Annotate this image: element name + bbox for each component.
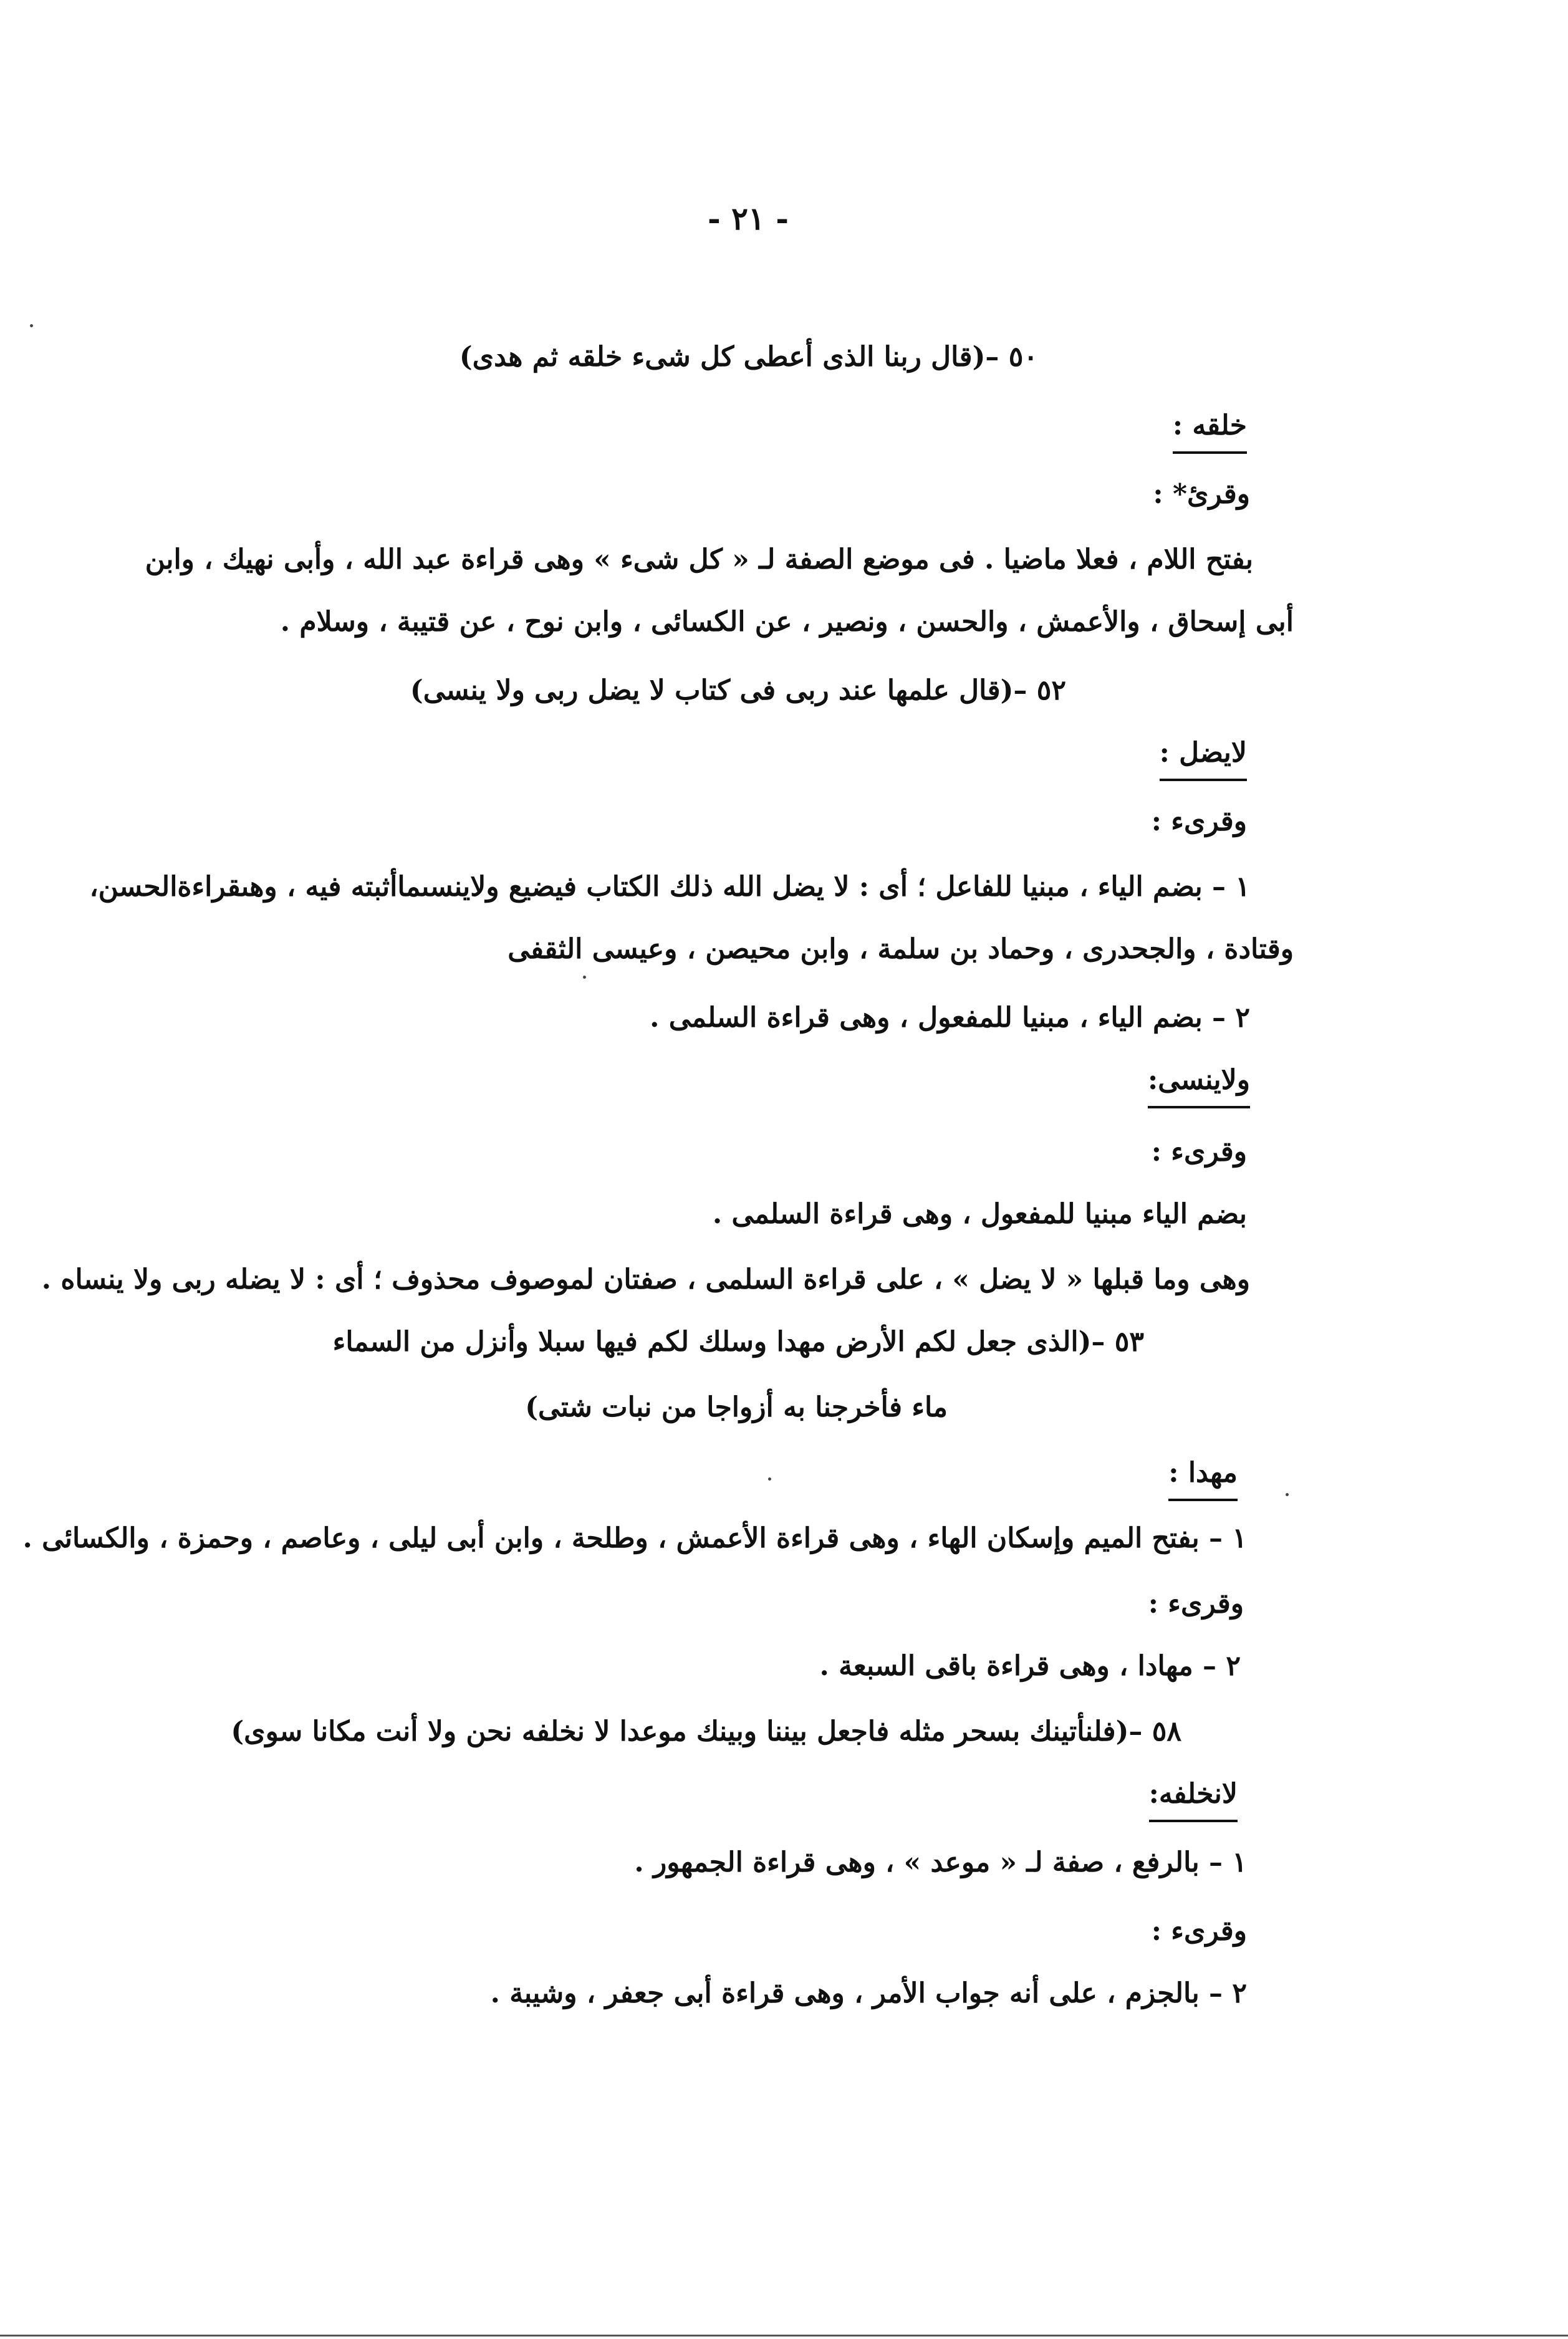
scan-speck	[583, 976, 586, 979]
qurii-label: وقرىء :	[1151, 1136, 1247, 1168]
verse-53-cont: ماء فأخرجنا به أزواجا من نبات شتى)	[525, 1391, 948, 1423]
text-line: أبى إسحاق ، والأعمش ، والحسن ، ونصير ، عن الكسائى ، وابن نوح ، عن قتيبة ، وسلام .	[280, 606, 1294, 638]
scan-speck	[768, 1477, 771, 1481]
qurii-label: وقرئ* :	[1153, 478, 1250, 510]
text-line: ١ – بفتح الميم وإسكان الهاء ، وهى قراءة الأعمش ، وطلحة ، وابن أبى ليلى ، وعاصم ، وحمزة ، والكسائى .	[22, 1522, 1247, 1554]
scan-edge-line	[0, 2335, 1568, 2337]
text-line: ٢ – مهادا ، وهى قراءة باقى السبعة .	[819, 1650, 1241, 1682]
scan-speck	[1286, 1493, 1289, 1496]
text-line: بفتح اللام ، فعلا ماضيا . فى موضع الصفة لـ « كل شىء » وهى قراءة عبد الله ، وأبى نهيك ، وابن	[145, 544, 1253, 575]
term-la-yadill: لايضل :	[1160, 736, 1247, 781]
term-mahdan: مهدا :	[1168, 1456, 1238, 1501]
text-line: ٢ – بالجزم ، على أنه جواب الأمر ، وهى قراءة أبى جعفر ، وشيبة .	[490, 1977, 1247, 2009]
text-line: وقتادة ، والجحدرى ، وحماد بن سلمة ، وابن محيصن ، وعيسى الثقفى	[507, 933, 1294, 965]
page-number: - ٢١ -	[707, 200, 789, 237]
qurii-label: وقرىء :	[1151, 805, 1247, 837]
text-line: وهى وما قبلها « لا يضل » ، على قراءة السلمى ، صفتان لموصوف محذوف ؛ أى : لا يضله ربى ولا ينساه .	[41, 1264, 1250, 1295]
verse-52: ٥٢ –(قال علمها عند ربى فى كتاب لا يضل ربى ولا ينسى)	[410, 675, 1066, 706]
scan-speck	[30, 324, 33, 327]
qurii-label: وقرىء :	[1151, 1915, 1247, 1947]
term-la-nukhlifuhu: لانخلفه:	[1149, 1777, 1238, 1822]
verse-53: ٥٣ –(الذى جعل لكم الأرض مهدا وسلك لكم فيها سبلا وأنزل من السماء	[332, 1326, 1144, 1358]
text-line: ١ – بضم الياء ، مبنيا للفاعل ؛ أى : لا يضل الله ذلك الكتاب فيضيع ولاينسىماأثبته فيه ، وهىقراءةالحسن،	[89, 871, 1250, 903]
term-wa-la-yansa: ولاينسى:	[1148, 1063, 1250, 1108]
text-line: ١ – بالرفع ، صفة لـ « موعد » ، وهى قراءة الجمهور .	[634, 1847, 1247, 1878]
text-line: ٢ – بضم الياء ، مبنيا للمفعول ، وهى قراءة السلمى .	[650, 1002, 1250, 1034]
qurii-label: وقرىء :	[1148, 1588, 1244, 1620]
verse-50: ٥٠ –(قال ربنا الذى أعطى كل شىء خلقه ثم هدى)	[459, 341, 1038, 373]
verse-58: ٥٨ –(فلنأتينك بسحر مثله فاجعل بيننا وبينك موعدا لا نخلفه نحن ولا أنت مكانا سوى)	[231, 1716, 1181, 1747]
term-khalqahu: خلقه :	[1173, 408, 1247, 454]
text-line: بضم الياء مبنيا للمفعول ، وهى قراءة السلمى .	[712, 1198, 1247, 1230]
